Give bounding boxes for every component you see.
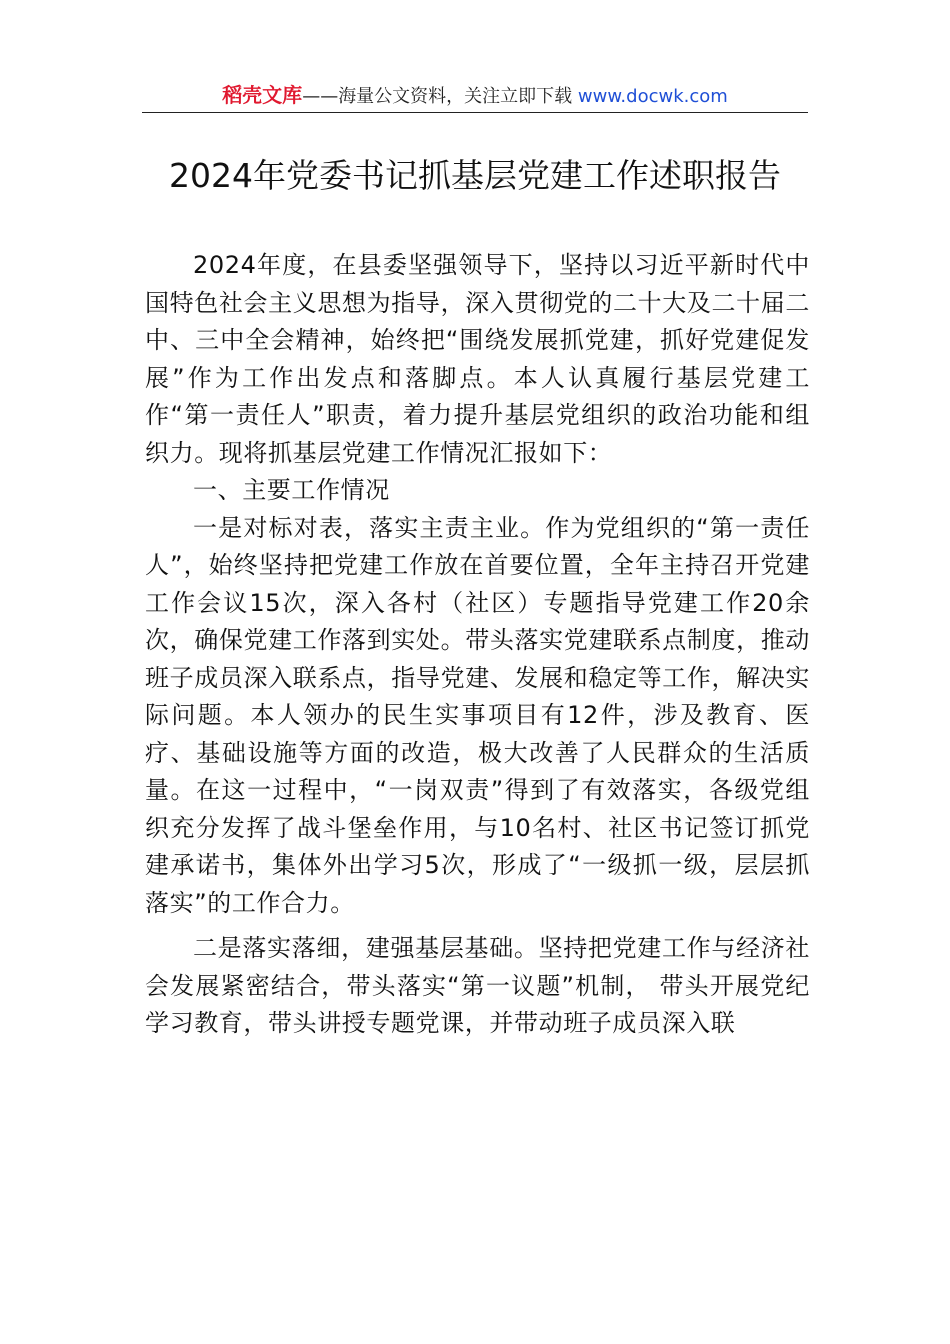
paragraph-point-two: 二是落实落细，建强基层基础。坚持把党建工作与经济社会发展紧密结合，带头落实“第一议题”机制， 带头开展党纪学习教育，带头讲授专题党课，并带动班子成员深入联 [145, 934, 810, 1037]
document-header [142, 78, 808, 113]
section-heading-main-work: 一、主要工作情况 [193, 476, 390, 504]
header-tagline: ——海量公文资料，关注立即下载 [302, 86, 573, 107]
document-title: 2024年党委书记抓基层党建工作述职报告 [169, 156, 781, 195]
header-url-link[interactable]: www.docwk.com [577, 86, 728, 107]
paragraph-point-one: 一是对标对表，落实主责主业。作为党组织的“第一责任人”，始终坚持把党建工作放在首要位置，全年主持召开党建工作会议15次，深入各村（社区）专题指导党建工作20余次，确保党建工作落到实处。带头落实党建联系点制度，推动班子成员深入联系点，指导党建、发展和稳定等工作，解决实际问题。本人领办的民生实事项目有12件，涉及教育、医疗、基础设施等方面的改造，极大改善了人民群众的生活质量。在这一过程中，“一岗双责”得到了有效落实，各级党组织充分发挥了战斗堡垒作用，与10名村、社区书记签订抓党建承诺书，集体外出学习5次，形成了“一级抓一级，层层抓落实”的工作合力。 [145, 513, 810, 917]
brand-logo-text: 稻壳文库 [222, 83, 303, 107]
document-body [145, 247, 810, 1043]
paragraph-intro: 2024年度，在县委坚强领导下，坚持以习近平新时代中国特色社会主义思想为指导，深入贯彻党的二十大及二十届二中、三中全会精神，始终把“围绕发展抓党建，抓好党建促发展”作为工作出发点和落脚点。本人认真履行基层党建工作“第一责任人”职责，着力提升基层党组织的政治功能和组织力。现将抓基层党建工作情况汇报如下： [145, 251, 810, 467]
